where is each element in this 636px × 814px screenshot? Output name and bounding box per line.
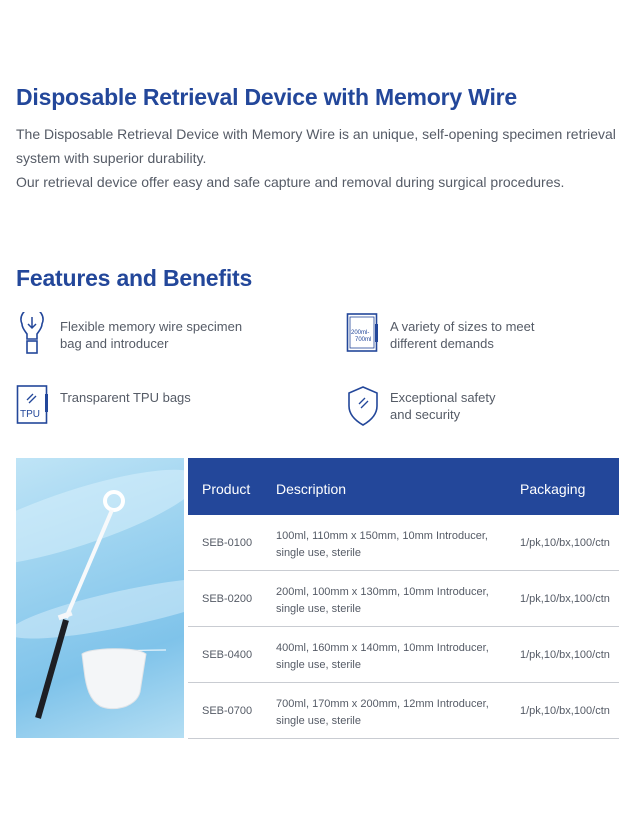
- cell-product: SEB-0100: [202, 537, 253, 549]
- size-icon-label-bottom: 700ml: [355, 337, 372, 343]
- feature-text: A variety of sizes to meet different demands: [390, 319, 535, 351]
- cell-packaging: 1/pk,10/bx,100/ctn: [520, 705, 610, 717]
- table-row: [188, 571, 619, 627]
- size-icon-label-top: 200ml-: [351, 330, 370, 336]
- table-row: [188, 627, 619, 683]
- header-product: Product: [202, 481, 251, 497]
- intro-text: [16, 122, 620, 194]
- feature-memory-wire: [16, 312, 250, 356]
- tpu-icon-label: TPU: [20, 409, 40, 420]
- retrieval-device-illustration: [16, 458, 184, 738]
- cell-product: SEB-0200: [202, 593, 253, 605]
- feature-size-variety: [346, 312, 540, 356]
- cell-description: 400ml, 160mm x 140mm, 10mm Introducer, single use, sterile: [276, 642, 489, 671]
- header-description: Description: [276, 481, 347, 497]
- feature-text: Transparent TPU bags: [60, 390, 191, 405]
- cell-product: SEB-0400: [202, 649, 253, 661]
- feature-text: Exceptional safety and security: [390, 390, 496, 422]
- cell-packaging: 1/pk,10/bx,100/ctn: [520, 593, 610, 605]
- header-packaging: Packaging: [520, 481, 586, 497]
- shield-icon: [346, 384, 380, 428]
- cell-description: 100ml, 110mm x 150mm, 10mm Introducer, single use, sterile: [276, 530, 488, 559]
- page-title: Disposable Retrieval Device with Memory Wire: [16, 84, 518, 110]
- size-variety-icon: [346, 312, 380, 356]
- feature-text: Flexible memory wire specimen bag and introducer: [60, 319, 243, 351]
- product-image: [16, 458, 184, 738]
- cell-packaging: 1/pk,10/bx,100/ctn: [520, 537, 610, 549]
- tpu-bag-icon: [16, 384, 50, 428]
- table-header: [188, 458, 619, 515]
- cell-description: 200ml, 100mm x 130mm, 10mm Introducer, single use, sterile: [276, 586, 489, 615]
- intro-paragraph-2: Our retrieval device offer easy and safe capture and removal during surgical procedures.: [16, 174, 565, 190]
- table-row: [188, 683, 619, 739]
- cell-description: 700ml, 170mm x 200mm, 12mm Introducer, single use, sterile: [276, 698, 489, 727]
- feature-safety: [346, 384, 510, 428]
- intro-paragraph-1: The Disposable Retrieval Device with Memory Wire is an unique, self-opening specimen retrieval system with superior durability.: [16, 126, 616, 166]
- feature-tpu-bags: [16, 384, 191, 428]
- cell-product: SEB-0700: [202, 705, 253, 717]
- features-title: Features and Benefits: [16, 265, 253, 291]
- cell-packaging: 1/pk,10/bx,100/ctn: [520, 649, 610, 661]
- product-table: [188, 458, 619, 739]
- table-row: [188, 515, 619, 571]
- memory-wire-icon: [16, 312, 50, 356]
